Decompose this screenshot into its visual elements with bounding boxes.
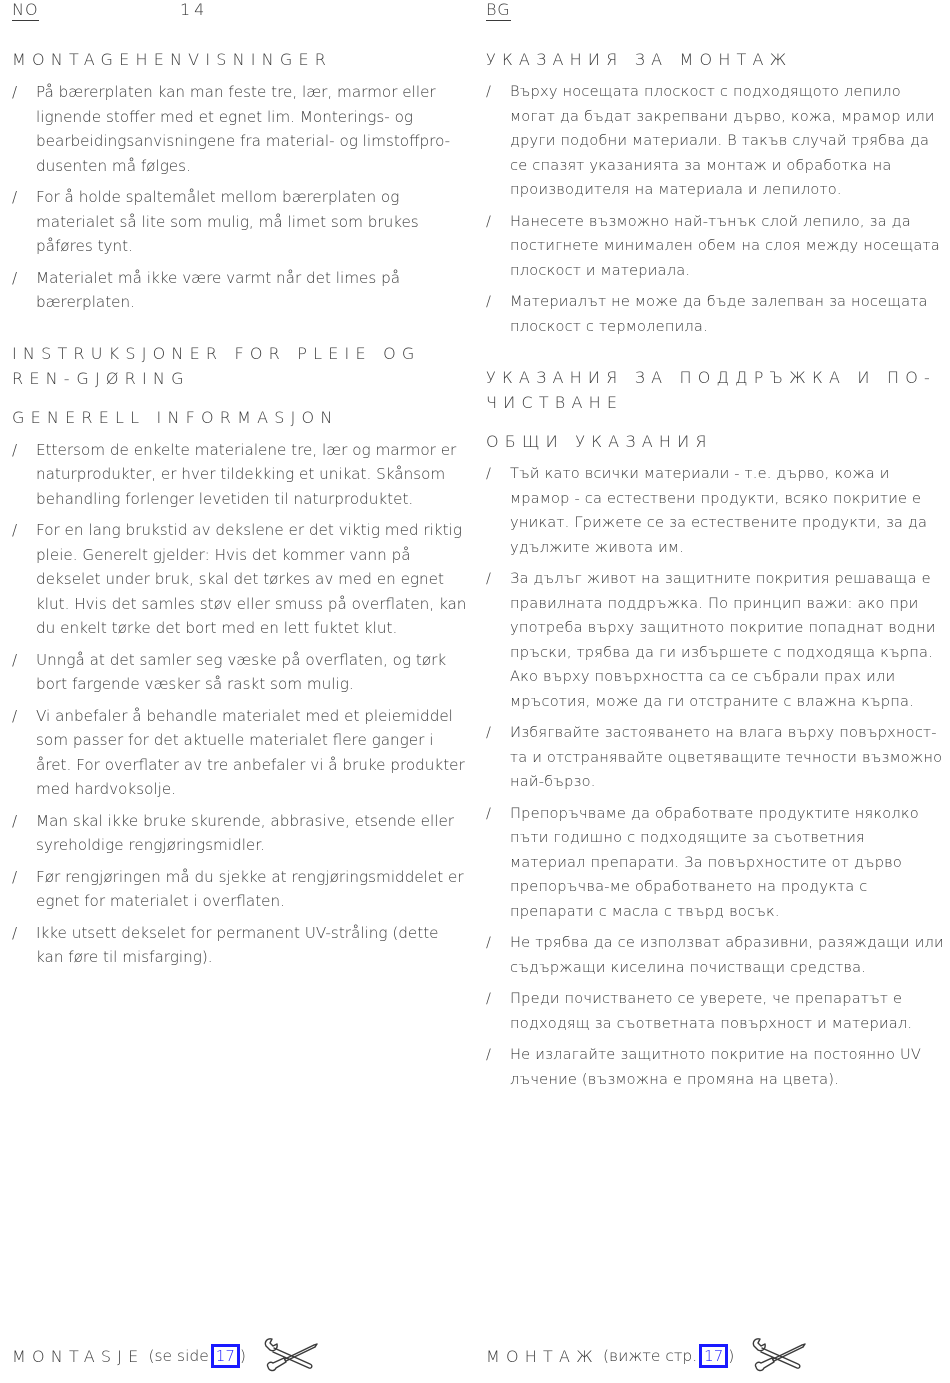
bullet-slash: / [12,811,18,830]
list-item-text: På bærerplaten kan man feste tre, lær, marmor eller lignende stoffer med et egnet lim. Monterings- og bearbeidingsanvisningene fra material- og limstoffpro-dusenten må følges. [36,83,451,175]
bullet-slash: / [12,650,18,669]
bullet-slash: / [486,83,492,100]
list-item-text: For å holde spaltemålet mellom bærerplaten og materialet så lite som mulig, må limet som brukes påføres tynt. [36,188,419,255]
wrench-screwdriver-icon [262,1337,318,1375]
section-heading-mounting: MONTAGEHENVISNINGER [12,50,333,69]
bullet-slash: / [486,990,492,1007]
list-item-text: Избягвайте застояването на влага върху повърхност-та и отстранявайте оцветяващите течности възможно най-бързо. [510,724,943,790]
page-header [12,0,468,22]
bullet-slash: / [486,293,492,310]
list-item [486,721,944,795]
bullet-slash: / [12,867,18,886]
bullet-slash: / [486,934,492,951]
list-item-text: Не излагайте защитното покритие на постоянно UV лъчение (възможна е промяна на цвета). [510,1046,922,1088]
page-reference-link[interactable]: 17 [211,1344,240,1368]
footer-title: MONTASJE [12,1346,145,1366]
column-norwegian [12,0,468,1383]
list-item-text: Тъй като всички материали - т.е. дърво, кожа и мрамор - са естествени продукти, всяко покритие е уникат. Грижете се за естествените продукти, за да удължите живота им. [510,465,928,556]
list-item [12,865,468,914]
list-item-text: Ettersom de enkelte materialene tre, lær og marmor er naturprodukter, er hver tildekking et unikat. Skånsom behandling forlenger levetiden til naturproduktet. [36,440,457,508]
list-item-text: За дълъг живот на защитните покрития решаваща е правилната поддръжка. По принцип важи: ако при употреба върху защитното покритие попаднат водни пръски, трябва да ги избършете с подходяща кърпа. Ако върху повърхността са се събрали прах или мръсотия, може да ги отстраните с влажна кърпа. [510,570,936,710]
list-item [12,438,468,512]
list-item [486,567,944,714]
list-item [12,80,468,178]
footer-close-paren: ) [239,1347,246,1365]
general-list [12,438,468,970]
mounting-list [12,80,468,315]
bullet-slash: / [486,804,492,822]
bullet-slash: / [12,440,18,459]
language-code: BG [486,0,511,19]
footer-text: (вижте стр. [602,1347,698,1365]
list-item-text: Не трябва да се използват абразивни, разяждащи или съдържащи киселина почистващи средства. [510,934,944,976]
bullet-slash: / [12,923,18,942]
footer-close-paren: ) [728,1347,735,1365]
bullet-slash: / [486,724,492,741]
footer-text: (se side [148,1347,209,1365]
list-item [486,80,944,203]
list-item [486,462,944,560]
wrench-screwdriver-icon [750,1337,806,1375]
bullet-slash: / [12,521,18,539]
list-item [486,1043,944,1092]
list-item [12,518,468,641]
footer-mounting-link [486,1336,806,1376]
list-item [486,931,944,980]
language-code: NO [12,0,39,19]
bullet-slash: / [486,212,492,230]
list-item [12,704,468,802]
list-item [12,921,468,970]
list-item [486,290,944,339]
list-item-text: Man skal ikke bruke skurende, abbrasive, etsende eller syreholdige rengjøringsmidler. [36,811,455,854]
list-item-text: Препоръчваме да обработвате продуктите няколко пъти годишно с подходящите за съответния материал препарати. За повърхностите от дърво препоръчва-ме обработването на продукта с препарати с масла с твърд восък. [510,804,919,920]
list-item-text: Før rengjøringen må du sjekke at rengjøringsmiddelet er egnet for materialet i overflaten. [36,867,464,910]
list-item-text: Преди почистването се уверете, че препаратът е подходящ за съответната повърхност и материал. [510,990,913,1032]
column-bulgarian [486,0,944,1383]
list-item-text: Материалът не може да бъде залепван за носещата плоскост с термолепила. [510,293,928,335]
list-item [486,987,944,1036]
bullet-slash: / [486,465,492,482]
list-item-text: Unngå at det samler seg væske på overflaten, og tørk bort fargende væsker så raskt som mulig. [36,650,447,693]
general-list [486,462,944,1092]
mounting-list [486,80,944,339]
list-item-text: Vi anbefaler å behandle materialet med et pleiemiddel som passer for det aktuelle materialet flere ganger i året. For overflater av tre anbefaler vi å bruke produkter med hardvoksolje. [36,706,465,798]
bullet-slash: / [486,570,492,587]
page-reference-link[interactable]: 17 [699,1344,728,1368]
bullet-slash: / [486,1046,492,1063]
section-heading-care: INSTRUKSJONER FOR PLEIE OG REN-GJØRING [12,343,421,388]
page-number: 14 [180,0,209,19]
list-item [486,802,944,925]
bullet-slash: / [12,188,18,206]
section-heading-general: ОБЩИ УКАЗАНИЯ [486,432,713,451]
list-item [12,809,468,858]
list-item-text: Нанесете възможно най-тънък слой лепило, за да постигнете минимален обем на слоя между носещата плоскост и материала. [510,212,940,279]
page-header [486,0,944,22]
footer-title: МОНТАЖ [486,1346,599,1366]
list-item-text: Върху носещата плоскост с подходящото лепило могат да бъдат закрепвани дърво, кожа, мрамор или други подобни материали. В такъв случай трябва да се спазят указанията за монтаж и обработка на производителя на материала и лепилото. [510,83,935,198]
list-item [12,648,468,697]
section-heading-mounting: УКАЗАНИЯ ЗА МОНТАЖ [486,50,793,69]
section-heading-care: УКАЗАНИЯ ЗА ПОДДРЪЖКА И ПО-ЧИСТВАНЕ [486,368,936,412]
list-item [12,266,468,315]
list-item-text: Materialet må ikke være varmt når det limes på bærerplaten. [36,268,401,311]
list-item-text: For en lang brukstid av dekslene er det viktig med riktig pleie. Generelt gjelder: Hvis det kommer vann på dekselet under bruk, skal det tørkes av med en egnet klut. Hvis det samles støv eller smuss på overflaten, kan du enkelt tørke det bort med en lett fuktet klut. [36,521,467,637]
bullet-slash: / [12,83,18,101]
bullet-slash: / [12,706,18,725]
section-heading-general: GENERELL INFORMASJON [12,407,339,427]
bullet-slash: / [12,268,18,287]
list-item [12,185,468,259]
footer-mounting-link [12,1336,318,1376]
list-item-text: Ikke utsett dekselet for permanent UV-stråling (dette kan føre til misfarging). [36,923,439,966]
list-item [486,210,944,284]
